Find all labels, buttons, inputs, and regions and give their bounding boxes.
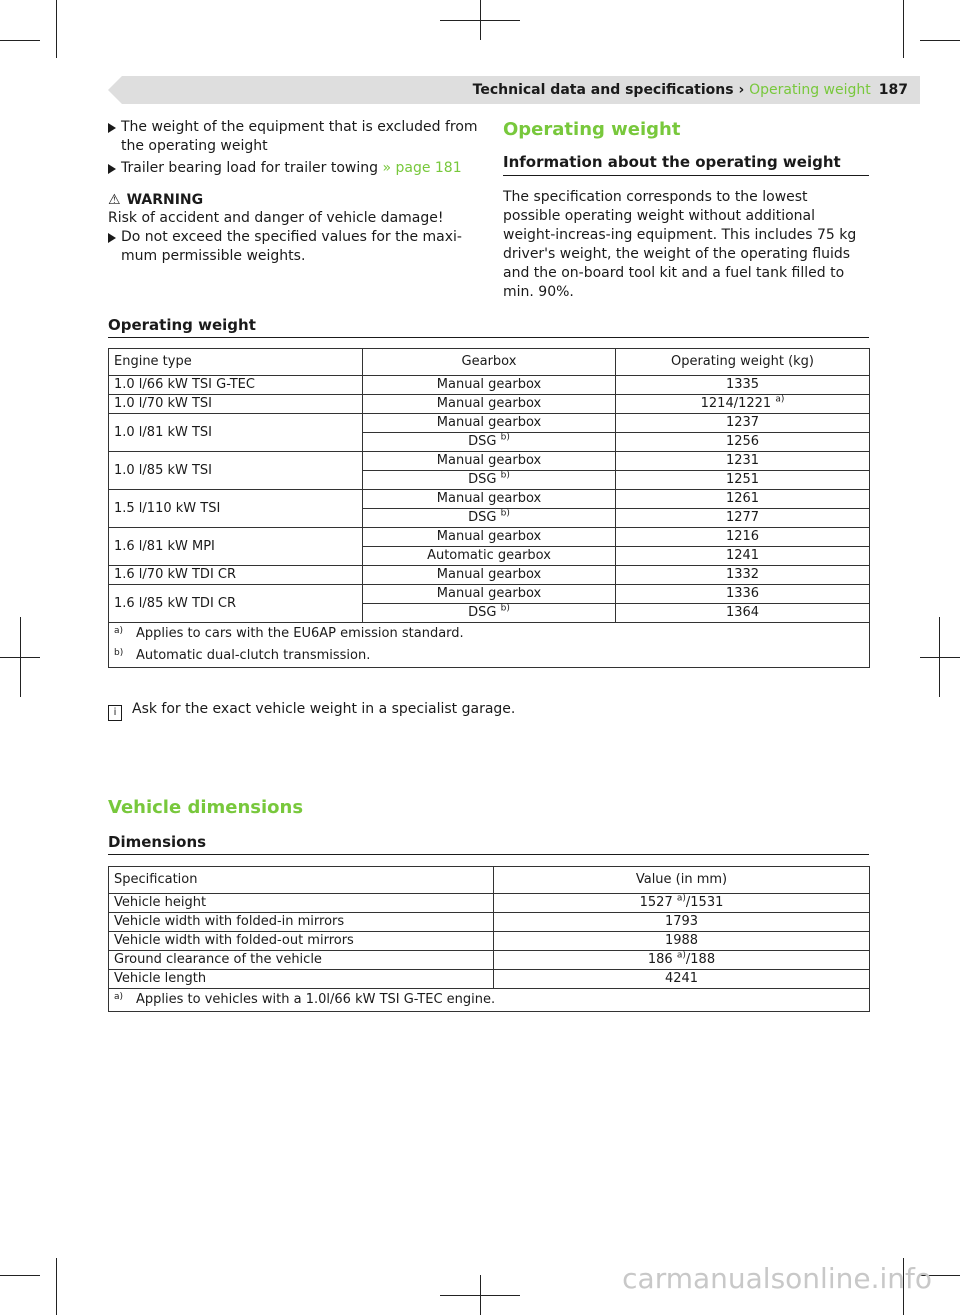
- watermark: carmanualsonline.info: [622, 1262, 932, 1295]
- value-cell: [494, 970, 870, 989]
- table-row: [109, 376, 870, 395]
- weight-text: 1336: [725, 586, 760, 601]
- table-row: [109, 528, 870, 547]
- gearbox-text: Manual gearbox: [436, 529, 542, 544]
- spec-cell: Vehicle length: [109, 970, 494, 989]
- weight-table: [108, 348, 870, 668]
- gearbox-cell: [363, 452, 616, 471]
- engine-type-cell: 1.0 l/66 kW TSI G-TEC: [109, 376, 363, 395]
- engine-type-cell: 1.0 l/70 kW TSI: [109, 395, 363, 414]
- footnote-mark: b): [114, 648, 124, 658]
- section-heading-operating-weight: Operating weight: [503, 119, 681, 140]
- table-row: [109, 951, 870, 970]
- gearbox-text: Automatic gearbox: [427, 548, 551, 563]
- weight-text: 1241: [725, 548, 760, 563]
- dimensions-table: [108, 866, 870, 1012]
- gearbox-cell: [363, 509, 616, 528]
- weight-cell: [616, 414, 870, 433]
- bullet-text: Do not exceed the specified values for the maxi-mum permissible weights.: [121, 229, 462, 264]
- spec-cell: Ground clearance of the vehicle: [109, 951, 494, 970]
- header-engine-type: Engine type: [109, 349, 363, 376]
- weight-text: 1261: [725, 491, 760, 506]
- weight-text: 1332: [725, 567, 760, 582]
- gearbox-text: Manual gearbox: [436, 491, 542, 506]
- footnote-ref: b): [500, 603, 510, 614]
- section-heading-dimensions: Vehicle dimensions: [108, 797, 304, 818]
- value-cell: [494, 951, 870, 970]
- bullet-trailer-load: [108, 159, 478, 178]
- footnotes-cell: [109, 623, 870, 668]
- weight-cell: [616, 528, 870, 547]
- weight-text: 1256: [725, 434, 760, 449]
- footnotes-row: [109, 623, 870, 668]
- warning-title: [108, 192, 478, 209]
- gearbox-cell: [363, 414, 616, 433]
- gearbox-text: Manual gearbox: [436, 586, 542, 601]
- spec-cell: Vehicle height: [109, 894, 494, 913]
- engine-type-cell: 1.0 l/81 kW TSI: [109, 414, 363, 452]
- page-link[interactable]: » page 181: [382, 160, 462, 176]
- value-cell: [494, 932, 870, 951]
- weight-cell: [616, 395, 870, 414]
- value-text-alt: /1531: [685, 895, 724, 910]
- weight-text: 1214/1221: [700, 396, 772, 411]
- footnote-ref: a): [676, 950, 686, 961]
- bullet-excluded-equipment: [108, 118, 478, 156]
- breadcrumb-separator: ›: [733, 82, 750, 98]
- info-note: [108, 699, 515, 721]
- footnote-ref: a): [676, 893, 686, 904]
- value-cell: [494, 913, 870, 932]
- header-gearbox: Gearbox: [363, 349, 616, 376]
- gearbox-cell: [363, 395, 616, 414]
- gearbox-text: Manual gearbox: [436, 377, 542, 392]
- weight-cell: [616, 433, 870, 452]
- weight-cell: [616, 585, 870, 604]
- gearbox-cell: [363, 547, 616, 566]
- gearbox-text: DSG: [468, 472, 497, 487]
- bullet-text: Trailer bearing load for trailer towing: [121, 160, 383, 176]
- warning-label: WARNING: [126, 192, 204, 208]
- gearbox-text: DSG: [468, 605, 497, 620]
- info-icon: i: [108, 705, 122, 721]
- footnote-text: Automatic dual-clutch transmission.: [136, 648, 371, 663]
- gearbox-cell: [363, 585, 616, 604]
- gearbox-text: DSG: [468, 510, 497, 525]
- footnote-ref: a): [775, 394, 785, 405]
- table-row: [109, 585, 870, 604]
- footnote-ref: b): [500, 508, 510, 519]
- gearbox-cell: [363, 490, 616, 509]
- gearbox-text: DSG: [468, 434, 497, 449]
- footnotes-row: [109, 989, 870, 1012]
- spec-cell: Vehicle width with folded-in mirrors: [109, 913, 494, 932]
- bullet-arrow-icon: [108, 123, 116, 133]
- value-text: 1793: [664, 914, 699, 929]
- bullet-arrow-icon: [108, 164, 116, 174]
- header-operating-weight: Operating weight (kg): [616, 349, 870, 376]
- page-number: 187: [878, 82, 908, 98]
- breadcrumb-current[interactable]: Operating weight: [749, 82, 871, 98]
- weight-text: 1231: [725, 453, 760, 468]
- gearbox-text: Manual gearbox: [436, 567, 542, 582]
- table-row: [109, 566, 870, 585]
- breadcrumb: [473, 80, 908, 100]
- bullet-text: The weight of the equipment that is excluded from the operating weight: [121, 119, 478, 154]
- gearbox-cell: [363, 604, 616, 623]
- gearbox-text: Manual gearbox: [436, 453, 542, 468]
- footnote-mark: a): [114, 626, 124, 636]
- table-row: [109, 395, 870, 414]
- weight-text: 1335: [725, 377, 760, 392]
- warning-bullet: [108, 228, 478, 266]
- table-header-row: [109, 349, 870, 376]
- engine-type-cell: 1.6 l/81 kW MPI: [109, 528, 363, 566]
- dimensions-table-title: Dimensions: [108, 832, 869, 855]
- warning-text: Risk of accident and danger of vehicle damage!: [108, 210, 444, 226]
- value-text: 1527: [639, 895, 673, 910]
- table-row: [109, 894, 870, 913]
- table-row: [109, 414, 870, 433]
- footnote: [114, 623, 864, 645]
- weight-text: 1277: [725, 510, 760, 525]
- footnote: [114, 645, 864, 667]
- right-column: [503, 118, 869, 302]
- value-text: 4241: [664, 971, 699, 986]
- engine-type-cell: 1.5 l/110 kW TSI: [109, 490, 363, 528]
- spec-cell: Vehicle width with folded-out mirrors: [109, 932, 494, 951]
- gearbox-cell: [363, 528, 616, 547]
- gearbox-text: Manual gearbox: [436, 396, 542, 411]
- footnote: [114, 989, 864, 1011]
- weight-cell: [616, 471, 870, 490]
- weight-text: 1251: [725, 472, 760, 487]
- weight-cell: [616, 376, 870, 395]
- gearbox-text: Manual gearbox: [436, 415, 542, 430]
- footnote-text: Applies to cars with the EU6AP emission standard.: [136, 626, 464, 641]
- gearbox-cell: [363, 433, 616, 452]
- breadcrumb-section[interactable]: Technical data and specifications: [472, 82, 734, 98]
- weight-cell: [616, 452, 870, 471]
- table-row: [109, 970, 870, 989]
- weight-text: 1364: [725, 605, 760, 620]
- weight-cell: [616, 509, 870, 528]
- footnote-mark: a): [114, 992, 124, 1002]
- footnote-ref: b): [500, 470, 510, 481]
- engine-type-cell: 1.6 l/70 kW TDI CR: [109, 566, 363, 585]
- left-column: [108, 118, 478, 269]
- weight-text: 1237: [725, 415, 760, 430]
- table-header-row: [109, 867, 870, 894]
- weight-cell: [616, 490, 870, 509]
- table-row: [109, 490, 870, 509]
- table-row: [109, 913, 870, 932]
- weight-text: 1216: [725, 529, 760, 544]
- footnotes-cell: [109, 989, 870, 1012]
- value-text-alt: /188: [685, 952, 716, 967]
- weight-cell: [616, 566, 870, 585]
- weight-cell: [616, 604, 870, 623]
- header-specification: Specification: [109, 867, 494, 894]
- value-text: 186: [647, 952, 673, 967]
- footnote-text: Applies to vehicles with a 1.0l/66 kW TSI G-TEC engine.: [136, 992, 496, 1007]
- table-row: [109, 932, 870, 951]
- gearbox-cell: [363, 376, 616, 395]
- engine-type-cell: 1.6 l/85 kW TDI CR: [109, 585, 363, 623]
- header-value: Value (in mm): [494, 867, 870, 894]
- footnote-ref: b): [500, 432, 510, 443]
- note-text: Ask for the exact vehicle weight in a specialist garage.: [132, 701, 516, 717]
- engine-type-cell: 1.0 l/85 kW TSI: [109, 452, 363, 490]
- warning-triangle-icon: ⚠: [108, 192, 121, 208]
- info-paragraph: The specification corresponds to the lowest possible operating weight without additional weight-increas-ing equipment. This includes 75 kg driver's weight, the weight of the operating fluids and the on-board tool kit and a fuel tank filled to min. 90%.: [503, 189, 857, 300]
- subheading-info: Information about the operating weight: [503, 152, 869, 176]
- value-cell: [494, 894, 870, 913]
- gearbox-cell: [363, 566, 616, 585]
- table-row: [109, 452, 870, 471]
- weight-cell: [616, 547, 870, 566]
- bullet-arrow-icon: [108, 233, 116, 243]
- gearbox-cell: [363, 471, 616, 490]
- value-text: 1988: [664, 933, 699, 948]
- weight-table-title: Operating weight: [108, 315, 869, 338]
